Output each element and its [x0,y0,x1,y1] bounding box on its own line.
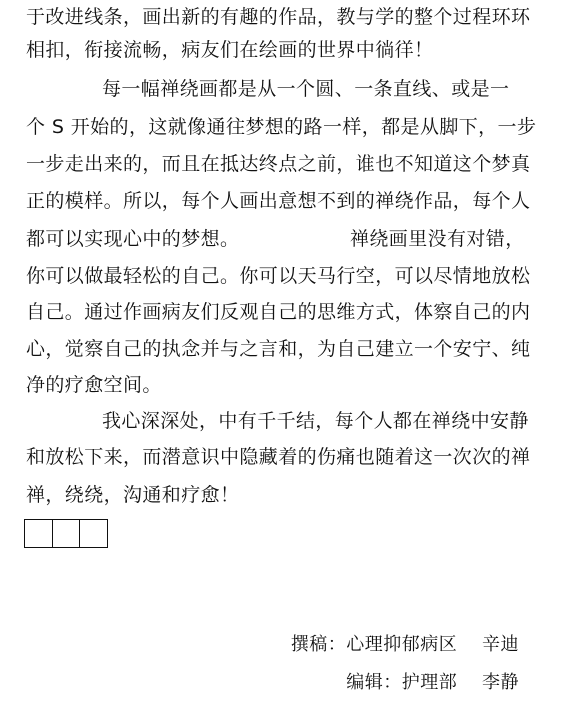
empty-box [52,519,81,548]
text-line: 你可以做最轻松的自己。你可以天马行空，可以尽情地放松 [26,265,531,287]
text-line: 和放松下来，而潜意识中隐藏着的伤痛也随着这一次次的禅 [26,446,531,468]
text-line: 一步走出来的，而且在抵达终点之前，谁也不知道这个梦真 [26,153,531,175]
text-line: 心，觉察自己的执念并与之言和，为自己建立一个安宁、纯 [26,338,531,360]
empty-box [24,519,53,548]
author-credit: 撰稿：心理抑郁病区 辛迪 [290,634,519,655]
text-line: 我心深深处，中有千千结，每个人都在禅绕中安静 [102,410,529,432]
empty-boxes [24,519,107,548]
text-line: 禅绕画里没有对错， [350,228,525,250]
text-line: 禅，绕绕，沟通和疗愈！ [26,484,240,506]
text-line: 相扣，衔接流畅，病友们在绘画的世界中徜徉！ [26,39,434,61]
text-line: 正的模样。所以，每个人画出意想不到的禅绕作品，每个人 [26,190,531,212]
editor-credit: 编辑：护理部 李静 [346,672,519,693]
text-line: 净的疗愈空间。 [26,374,162,396]
text-line: 都可以实现心中的梦想。 [26,228,240,250]
text-line: 自己。通过作画病友们反观自己的思维方式，体察自己的内 [26,301,531,323]
text-line: 于改进线条，画出新的有趣的作品，教与学的整个过程环环 [26,6,531,28]
text-line: 个 S 开始的，这就像通往梦想的路一样，都是从脚下，一步 [26,116,537,138]
empty-box [79,519,108,548]
text-line: 每一幅禅绕画都是从一个圆、一条直线、或是一 [102,78,510,100]
